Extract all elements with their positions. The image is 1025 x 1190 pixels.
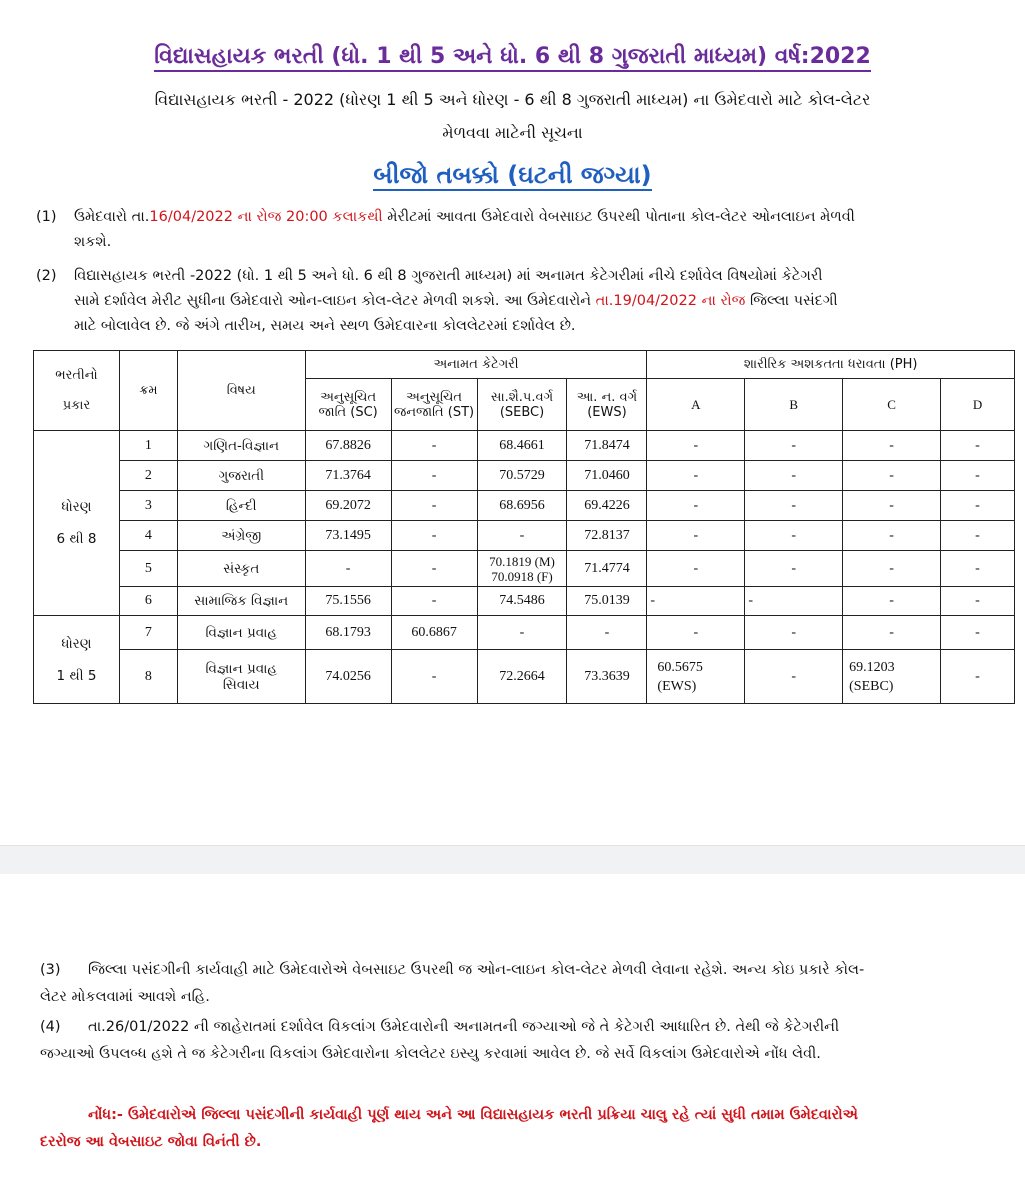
paragraph-4: (4) તા.26/01/2022 ની જાહેરાતમાં દર્શાવેલ વિકલાંગ ઉમેદવારોની અનામતની જગ્યાઓ જે તે કેટેગરી આધારિત છે. તેથી જે કેટેગરીની જગ્યાઓ ઉપલબ્ધ હશે તે જ કેટેગરીના વિકલાંગ ઉમેદવારોના કોલલેટર ઇસ્યુ કરવામાં આવેલ છે. જે સર્વે વિકલાંગ ઉમેદવારોએ નોંધ લેવી.: [40, 1019, 840, 1062]
subtitle-line-1: વિદ્યાસહાયક ભરતી - 2022 (ધોરણ 1 થી 5 અને ધોરણ - 6 થી 8 ગુજરાતી માધ્યમ) ના ઉમેદવારો માટે કોલ-લેટર: [154, 90, 871, 109]
merit-table: [33, 350, 1015, 704]
header-ph: શારીરિક અશકતતા ધરાવતા (PH): [647, 351, 1015, 379]
table-row: 8 વિજ્ઞાન પ્રવાહ સિવાય 74.0256 - 72.2664 73.3639 60.5675 (EWS) - 69.1203 (SEBC) -: [34, 650, 1015, 704]
phase-heading: બીજો તબક્કો (ઘટની જગ્યા): [373, 161, 652, 189]
table-row: 2 ગુજરાતી 71.3764 - 70.5729 71.0460 - - - -: [34, 461, 1015, 491]
paragraph-1: (1) ઉમેદવારો તા.16/04/2022 ના રોજ 20:00 કલાકથી મેરીટમાં આવતા ઉમેદવારો વેબસાઇટ ઉપરથી પોતાના કોલ-લેટર ઓનલાઇન મેળવી શકશે.: [36, 205, 986, 255]
header-reserved: અનામત કેટેગરી: [305, 351, 647, 379]
paragraph-3: (3) જિલ્લા પસંદગીની કાર્યવાહી માટે ઉમેદવારોએ વેબસાઇટ ઉપરથી જ ઓન-લાઇન કોલ-લેટર મેળવી લેવાના રહેશે. અન્ય કોઇ પ્રકારે કોલ- લેટર મોકલવામાં આવશે નહિ.: [40, 962, 865, 1005]
paragraph-2: (2) વિદ્યાસહાયક ભરતી -2022 (ધો. 1 થી 5 અને ધો. 6 થી 8 ગુજરાતી માધ્યમ) માં અનામત કેટેગરીમાં નીચે દર્શાવેલ વિષયોમાં કેટેગરી સામે દર્શાવેલ મેરીટ સુધીના ઉમેદવારો ઓન-લાઇન કોલ-લેટર મેળવી શકશે. આ ઉમેદવારોને તા.19/04/2022 ના રોજ જિલ્લા પસંદગી માટે બોલાવેલ છે. જે અંગે તારીખ, સમય અને સ્થળ ઉમેદવારના કોલલેટરમાં દર્શાવેલ છે.: [36, 264, 986, 339]
table-row: ધોરણ 6 થી 8 1 ગણિત-વિજ્ઞાન 67.8826 - 68.4661 71.8474 - - - -: [34, 431, 1015, 461]
header-type: ભરતીનો પ્રકાર: [34, 351, 120, 431]
page-separator: [0, 845, 1025, 875]
header-ph-c: C: [843, 379, 941, 431]
table-row: 5 સંસ્કૃત - - 70.1819 (M) 70.0918 (F) 71.4774 - - - -: [34, 551, 1015, 587]
subtitle-line-2: મેળવવા માટેની સૂચના: [442, 123, 583, 142]
group-std-1-5: ધોરણ 1 થી 5: [34, 616, 120, 704]
header-ph-b: B: [745, 379, 843, 431]
table-row: 6 સામાજિક વિજ્ઞાન 75.1556 - 74.5486 75.0139 - - - -: [34, 587, 1015, 616]
header-ews: આ. ન. વર્ગ (EWS): [567, 379, 647, 431]
group-std-6-8: ધોરણ 6 થી 8: [34, 431, 120, 616]
header-ph-d: D: [941, 379, 1015, 431]
highlight-date: 16/04/2022 ના રોજ 20:00 કલાકથી: [149, 209, 383, 225]
note: નોંધ:- ઉમેદવારોએ જિલ્લા પસંદગીની કાર્યવાહી પૂર્ણ થાય અને આ વિદ્યાસહાયક ભરતી પ્રક્રિયા ચાલુ રહે ત્યાં સુધી તમામ ઉમેદવારોએ દરરોજ આ વેબસાઇટ જોવા વિનંતી છે.: [40, 1107, 858, 1150]
header-sc: અનુસૂચિત જાતિ (SC): [305, 379, 391, 431]
table-row: 4 અંગ્રેજી 73.1495 - - 72.8137 - - - -: [34, 521, 1015, 551]
page-title: વિદ્યાસહાયક ભરતી (ધો. 1 થી 5 અને ધો. 6 થી 8 ગુજરાતી માધ્યમ) વર્ષ:2022: [0, 44, 1025, 69]
header-sr: ક્રમ: [119, 351, 177, 431]
table-row: 3 હિન્દી 69.2072 - 68.6956 69.4226 - - - -: [34, 491, 1015, 521]
table-row: ધોરણ 1 થી 5 7 વિજ્ઞાન પ્રવાહ 68.1793 60.6867 - - - - - -: [34, 616, 1015, 650]
header-sebc: સા.શૈ.પ.વર્ગ (SEBC): [477, 379, 567, 431]
para-number: (2): [36, 268, 57, 284]
header-st: અનુસૂચિત જનજાતિ (ST): [391, 379, 477, 431]
highlight-date: તા.19/04/2022 ના રોજ: [595, 293, 746, 309]
header-ph-a: A: [647, 379, 745, 431]
header-subject: વિષય: [177, 351, 305, 431]
para-number: (1): [36, 209, 57, 225]
page-2: [0, 874, 1025, 1190]
